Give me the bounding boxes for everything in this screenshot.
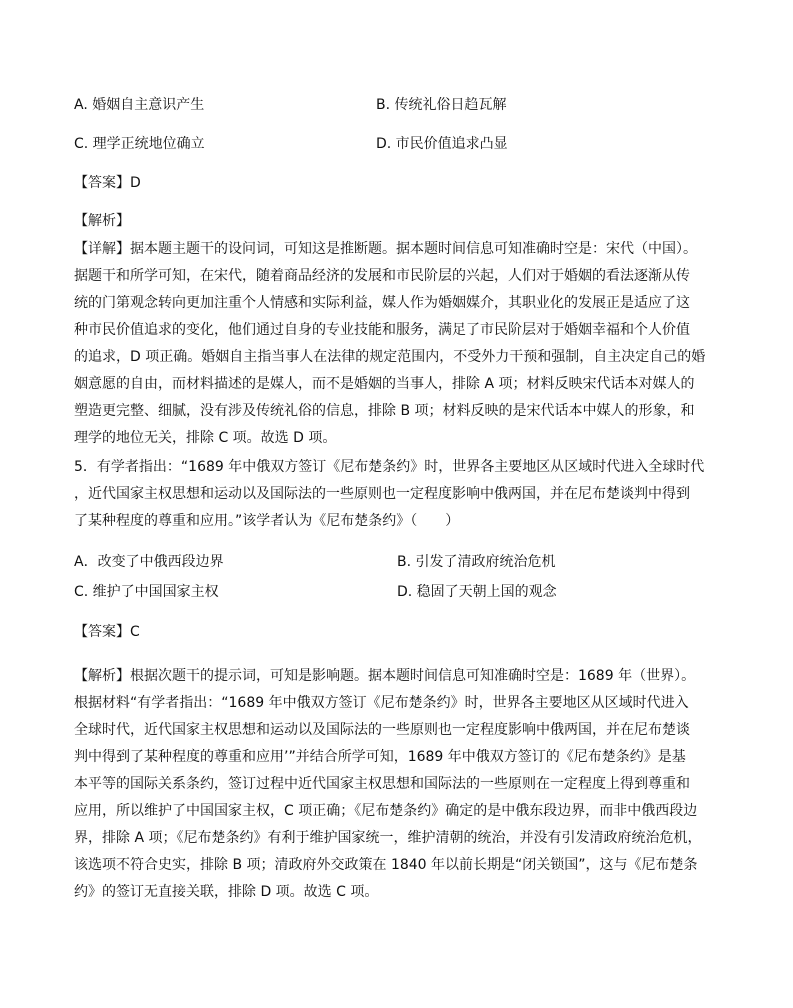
q4-analysis-line: 统的门第观念转向更加注重个人情感和实际利益，媒人作为婚姻媒介，其职业化的发展正是适应了这 — [74, 295, 690, 311]
q4-option-a: A. 婚姻自主意识产生 — [74, 97, 205, 113]
q4-option-d: D. 市民价值追求凸显 — [376, 136, 508, 152]
q4-analysis-heading: 【解析】 — [74, 213, 130, 229]
q4-analysis-line: 塑造更完整、细腻，没有涉及传统礼俗的信息，排除 B 项；材料反映的是宋代话本中媒人的形象，和 — [74, 403, 695, 419]
q4-option-c: C. 理学正统地位确立 — [74, 136, 205, 152]
q4-analysis-line: 的追求，D 项正确。婚姻自主指当事人在法律的规定范围内，不受外力干预和强制，自主决定自己的婚 — [74, 349, 706, 365]
q5-answer: 【答案】C — [74, 624, 140, 640]
q4-option-b: B. 传统礼俗日趋瓦解 — [376, 97, 507, 113]
q4-analysis-line: 姻意愿的自由，而材料描述的是媒人，而不是婚姻的当事人，排除 A 项；材料反映宋代话本对媒人的 — [74, 376, 695, 392]
q4-analysis-line: 种市民价值追求的变化，他们通过自身的专业技能和服务，满足了市民阶层对于婚姻幸福和个人价值 — [74, 322, 690, 338]
q5-analysis-line: 【解析】根据次题干的提示词，可知是影响题。据本题时间信息可知准确时空是：1689 年（世界）。 — [74, 668, 696, 684]
q5-analysis-line: 本平等的国际关系条约，签订过程中近代国家主权思想和国际法的一些原则在一定程度上得到尊重和 — [74, 776, 690, 792]
q5-analysis-line: 全球时代，近代国家主权思想和运动以及国际法的一些原则也一定程度影响中俄两国，并在尼布楚谈 — [74, 722, 690, 738]
q4-analysis-line: 【详解】据本题主题干的设问词，可知这是推断题。据本题时间信息可知准确时空是：宋代（中国）。 — [74, 241, 697, 257]
q5-analysis-line: 判中得到了某种程度的尊重和应用’”并结合所学可知，1689 年中俄双方签订的《尼布楚条约》是基 — [74, 749, 686, 765]
q5-stem-line: ，近代国家主权思想和运动以及国际法的一些原则也一定程度影响中俄两国，并在尼布楚谈判中得到 — [74, 486, 690, 502]
q4-analysis-line: 据题干和所学可知，在宋代，随着商品经济的发展和市民阶层的兴起，人们对于婚姻的看法逐渐从传 — [74, 268, 690, 284]
q5-analysis-line: 根据材料“有学者指出：“1689 年中俄双方签订《尼布楚条约》时，世界各主要地区从区域时代进入 — [74, 695, 689, 711]
q5-stem-line: 了某种程度的尊重和应用。”该学者认为《尼布楚条约》（ ） — [74, 513, 460, 529]
q5-option-c: C. 维护了中国国家主权 — [74, 584, 219, 600]
q5-analysis-line: 约》的签订无直接关联，排除 D 项。故选 C 项。 — [74, 884, 379, 900]
q4-answer: 【答案】D — [74, 175, 141, 191]
q5-analysis-line: 该选项不符合史实，排除 B 项；清政府外交政策在 1840 年以前长期是“闭关锁国”，这与《尼布楚条 — [74, 857, 698, 873]
q5-option-d: D. 稳固了天朝上国的观念 — [397, 584, 557, 600]
q5-option-a: A．改变了中俄西段边界 — [74, 554, 224, 570]
q5-option-b: B. 引发了清政府统治危机 — [397, 554, 556, 570]
q5-analysis-line: 界，排除 A 项；《尼布楚条约》有利于维护国家统一，维护清朝的统治，并没有引发清政府统治危机， — [74, 830, 702, 846]
q5-stem-line: 5．有学者指出：“1689 年中俄双方签订《尼布楚条约》时，世界各主要地区从区域时代进入全球时代 — [74, 459, 705, 475]
q4-analysis-line: 理学的地位无关，排除 C 项。故选 D 项。 — [74, 430, 337, 446]
q5-analysis-line: 应用，所以维护了中国国家主权，C 项正确；《尼布楚条约》确定的是中俄东段边界，而非中俄西段边 — [74, 803, 698, 819]
